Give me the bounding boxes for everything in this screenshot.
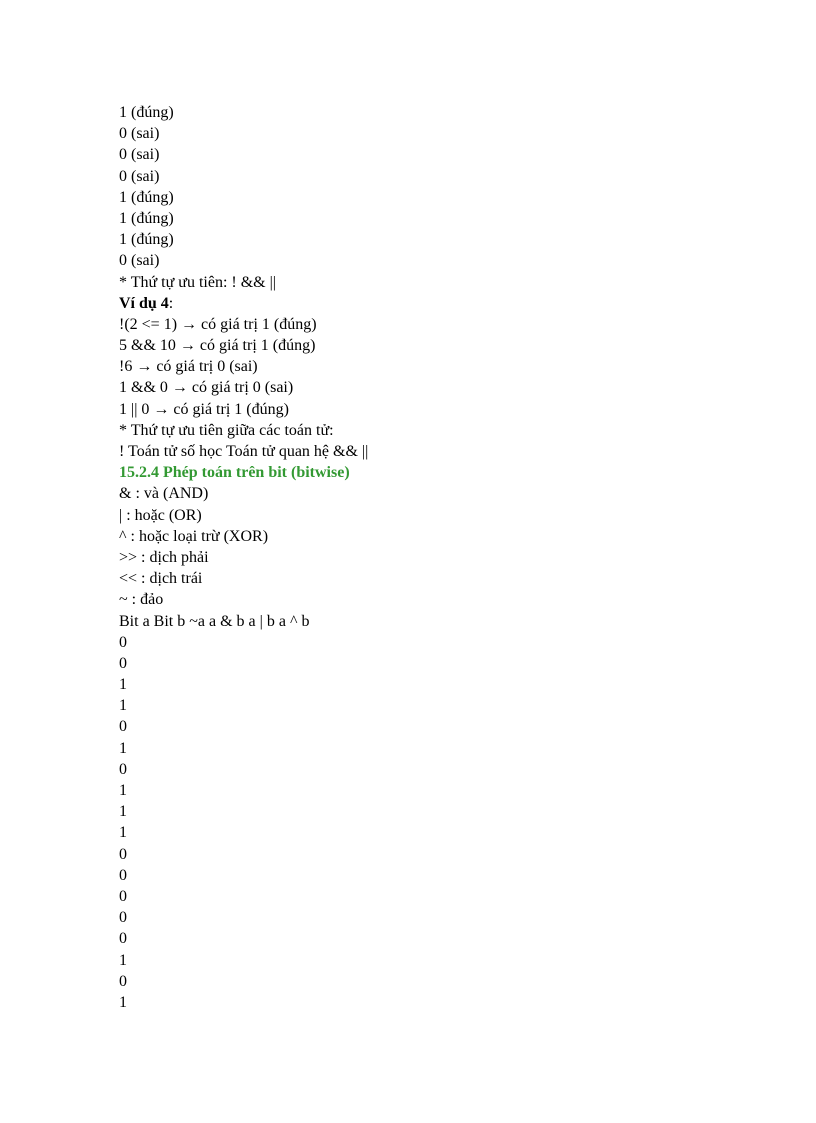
priority-note-2: * Thứ tự ưu tiên giữa các toán tử: bbox=[119, 421, 334, 439]
priority-note: * Thứ tự ưu tiên: ! && || bbox=[119, 273, 277, 291]
table-value: 0 bbox=[119, 887, 127, 905]
operator-item: & : và (AND) bbox=[119, 485, 209, 503]
example-line: 1 || 0 → có giá trị 1 (đúng) bbox=[119, 400, 289, 418]
table-value: 1 bbox=[119, 676, 127, 694]
example-line: 1 && 0 → có giá trị 0 (sai) bbox=[119, 379, 294, 397]
table-header: Bit a Bit b ~a a & b a | b a ^ b bbox=[119, 612, 310, 630]
table-value: 0 bbox=[119, 718, 127, 736]
result-line: 0 (sai) bbox=[119, 167, 160, 185]
example-heading bbox=[119, 293, 719, 314]
table-value: 1 bbox=[119, 951, 127, 969]
example-line: 5 && 10 → có giá trị 1 (đúng) bbox=[119, 337, 316, 355]
result-line: 1 (đúng) bbox=[119, 188, 174, 206]
operator-item: << : dịch trái bbox=[119, 570, 203, 588]
table-value: 1 bbox=[119, 782, 127, 799]
result-line: 1 (đúng) bbox=[119, 209, 174, 227]
result-line: 0 (sai) bbox=[119, 252, 160, 270]
priority-order: ! Toán tử số học Toán tử quan hệ && || bbox=[119, 443, 369, 460]
document-page bbox=[119, 102, 719, 1013]
table-value: 0 bbox=[119, 930, 127, 948]
table-value: 0 bbox=[119, 654, 127, 672]
result-line: 1 (đúng) bbox=[119, 231, 174, 249]
operator-item: ^ : hoặc loại trừ (XOR) bbox=[119, 527, 269, 545]
table-value: 1 bbox=[119, 993, 127, 1011]
table-value: 0 bbox=[119, 633, 127, 651]
example-line: !6 → có giá trị 0 (sai) bbox=[119, 358, 258, 376]
operator-item: ~ : đảo bbox=[119, 591, 164, 609]
table-value: 1 bbox=[119, 824, 127, 842]
table-value: 0 bbox=[119, 909, 127, 927]
table-value: 0 bbox=[119, 972, 127, 990]
result-line: 0 (sai) bbox=[119, 146, 160, 164]
result-line: 1 (đúng) bbox=[119, 104, 174, 121]
table-value: 1 bbox=[119, 803, 127, 821]
operator-item: >> : dịch phải bbox=[119, 548, 209, 566]
table-value: 0 bbox=[119, 845, 127, 863]
operator-item: | : hoặc (OR) bbox=[119, 506, 202, 524]
table-value: 1 bbox=[119, 739, 127, 757]
table-value: 0 bbox=[119, 760, 127, 778]
example-line: !(2 <= 1) → có giá trị 1 (đúng) bbox=[119, 315, 317, 333]
example-colon: : bbox=[168, 294, 174, 312]
table-value: 0 bbox=[119, 866, 127, 884]
result-line: 0 (sai) bbox=[119, 125, 160, 143]
section-heading: 15.2.4 Phép toán trên bit (bitwise) bbox=[119, 464, 350, 482]
table-value: 1 bbox=[119, 697, 127, 715]
example-label: Ví dụ 4 bbox=[119, 294, 169, 312]
